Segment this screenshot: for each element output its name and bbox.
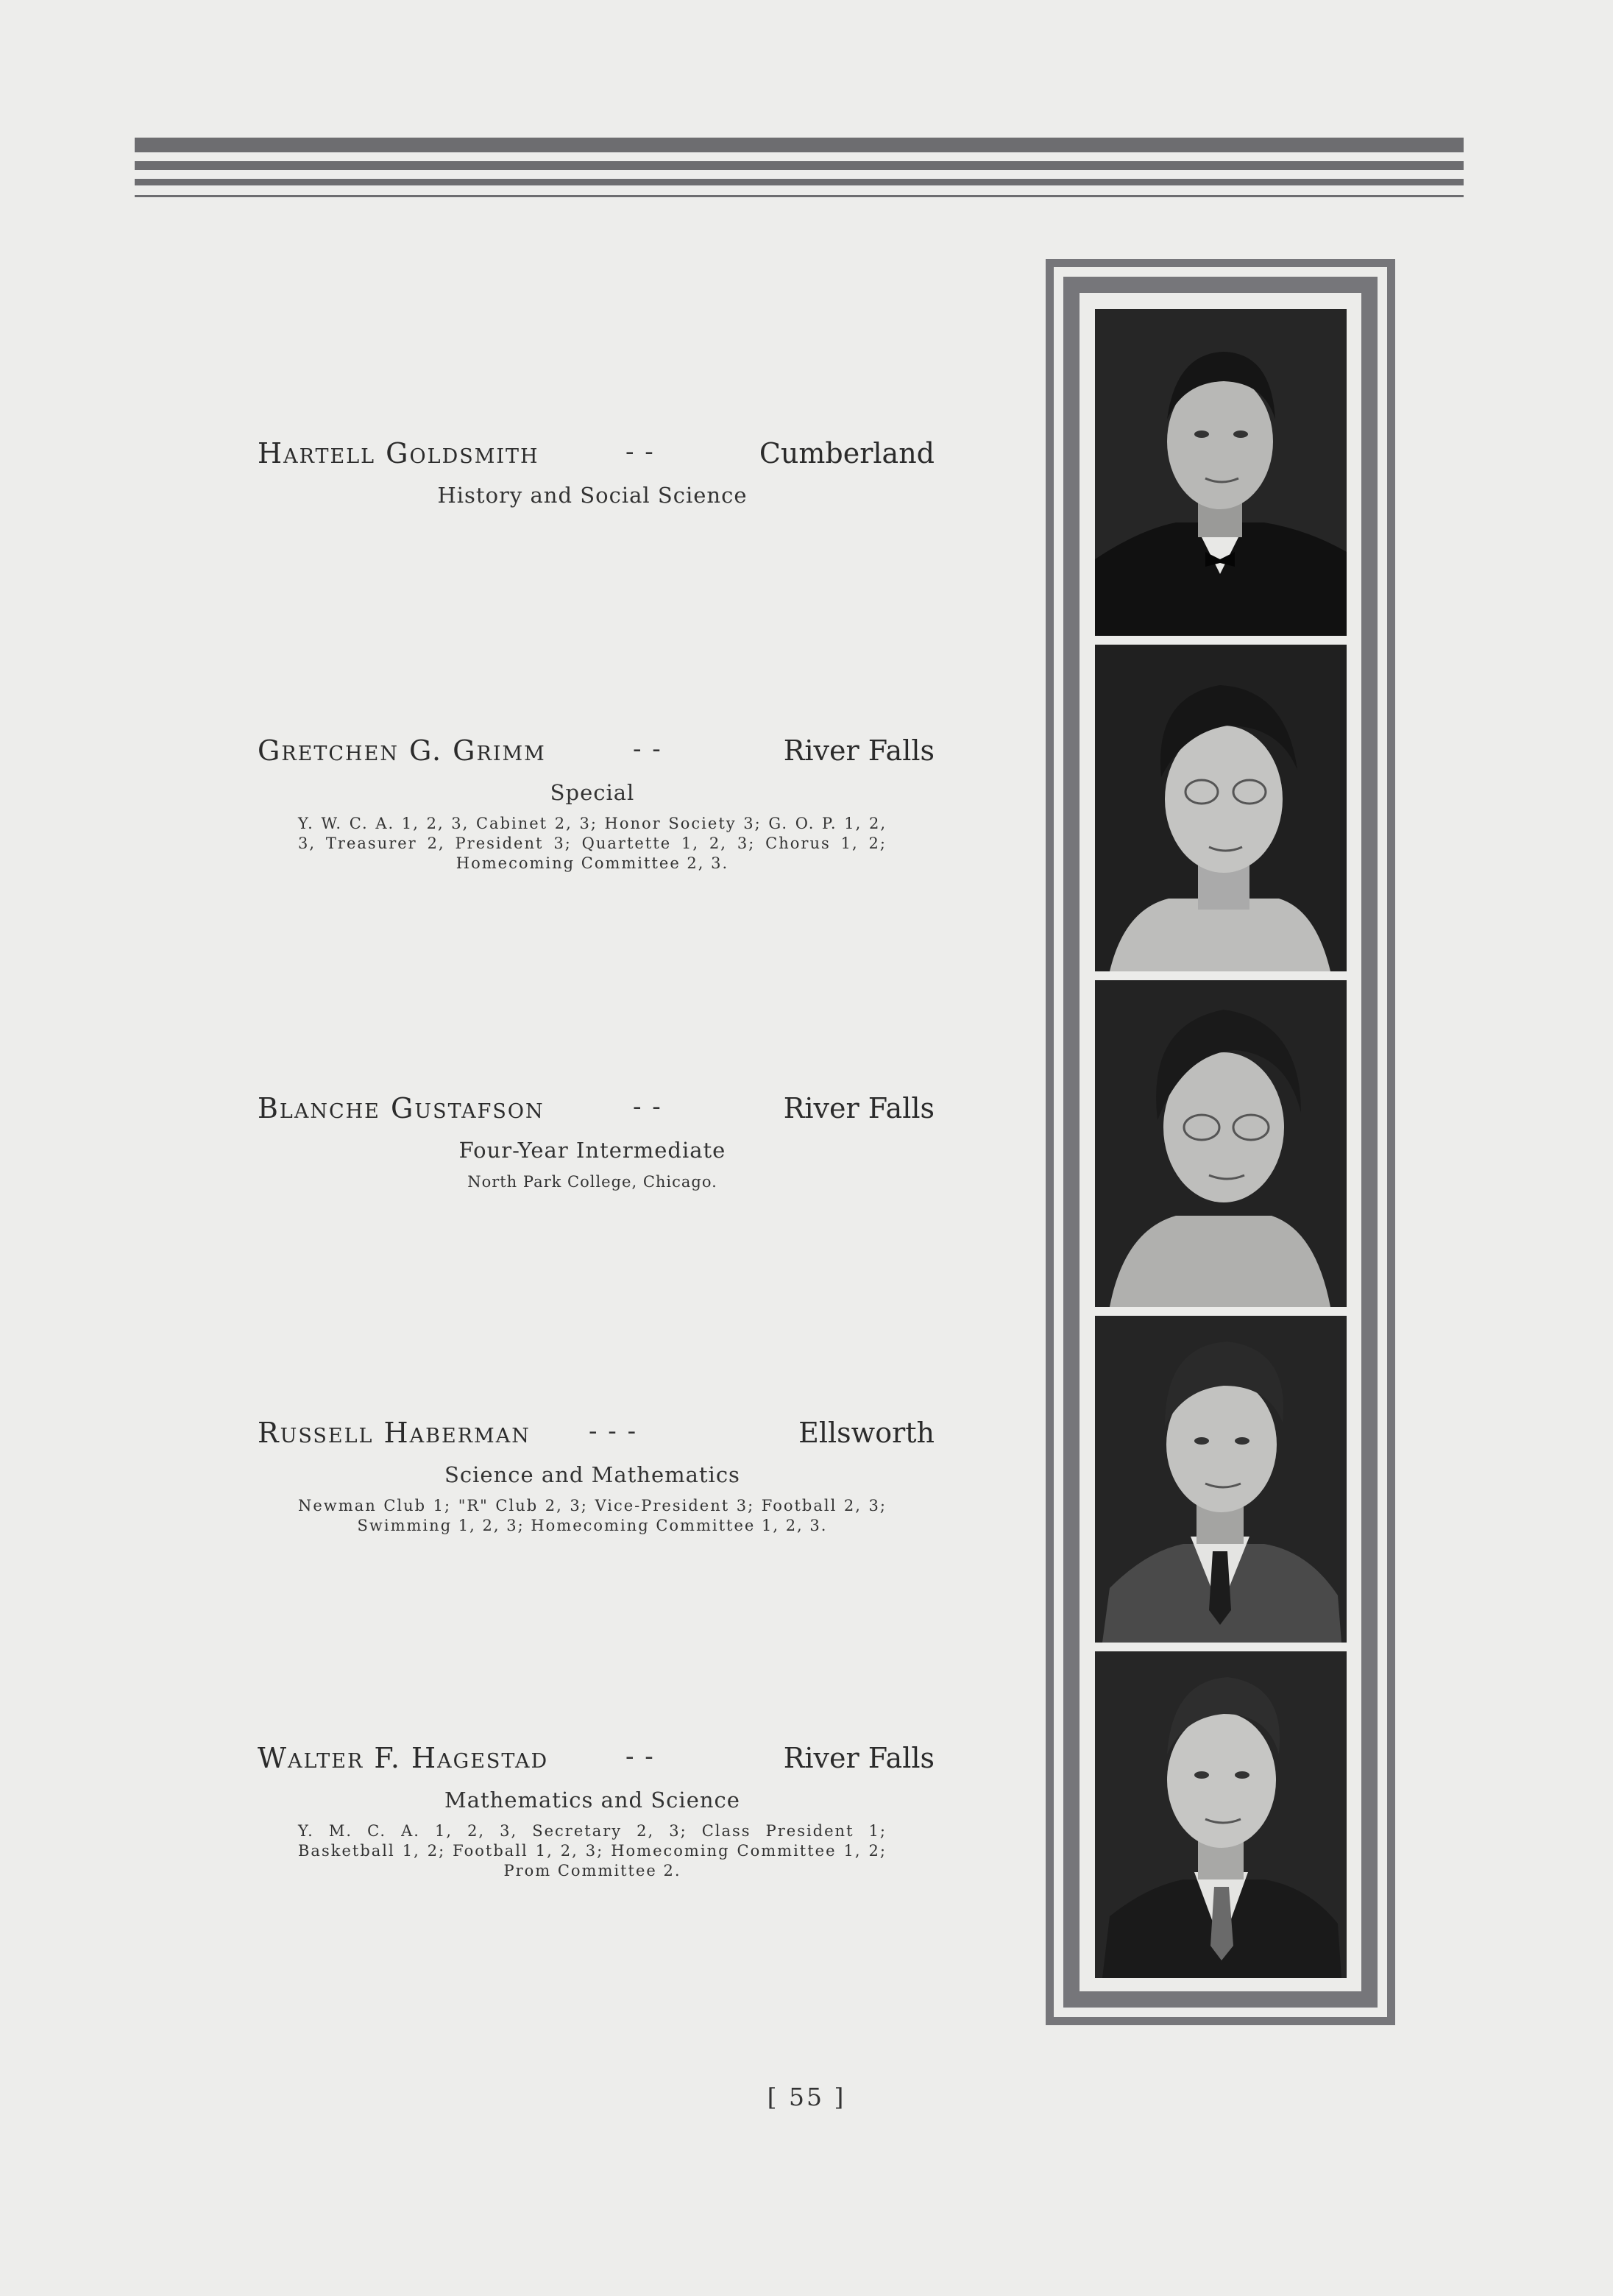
course-of-study: Special xyxy=(550,780,635,805)
entry-header xyxy=(250,1742,935,1786)
portrait-photo xyxy=(1095,980,1347,1307)
separator-dashes: - - xyxy=(633,1092,662,1122)
separator-dashes: - - xyxy=(625,1742,655,1771)
entry-header xyxy=(250,734,935,779)
hometown: Ellsworth xyxy=(798,1417,935,1449)
prior-school-note: North Park College, Chicago. xyxy=(467,1173,717,1191)
course-of-study: History and Social Science xyxy=(437,483,748,508)
senior-entry xyxy=(250,437,935,508)
activities-list: Newman Club 1; "R" Club 2, 3; Vice-President 3; Football 2, 3; Swimming 1, 2, 3; Homecoming Committee 1, 2, 3. xyxy=(298,1497,887,1534)
hometown: River Falls xyxy=(783,1092,935,1124)
hometown: Cumberland xyxy=(759,437,935,470)
page-number: [ 55 ] xyxy=(767,2083,846,2111)
portrait-photo xyxy=(1095,645,1347,971)
course-of-study: Four-Year Intermediate xyxy=(458,1138,726,1163)
course-of-study: Science and Mathematics xyxy=(444,1462,740,1487)
hometown: River Falls xyxy=(783,734,935,767)
top-rule xyxy=(135,138,1464,152)
student-name: Russell Haberman xyxy=(258,1417,531,1449)
entry-header xyxy=(250,1092,935,1136)
portrait-photo xyxy=(1095,1316,1347,1643)
top-rule xyxy=(135,179,1464,185)
senior-entry xyxy=(250,734,935,874)
separator-dashes: - - - xyxy=(589,1417,638,1446)
senior-entry xyxy=(250,1092,935,1191)
separator-dashes: - - xyxy=(633,734,662,764)
course-of-study: Mathematics and Science xyxy=(444,1787,740,1813)
hometown: River Falls xyxy=(783,1742,935,1774)
senior-entry xyxy=(250,1742,935,1881)
entry-header xyxy=(250,437,935,481)
student-name: Blanche Gustafson xyxy=(258,1092,545,1124)
separator-dashes: - - xyxy=(625,437,655,467)
portrait-photo xyxy=(1095,309,1347,636)
student-name: Walter F. Hagestad xyxy=(258,1742,549,1774)
entry-header xyxy=(250,1417,935,1461)
activities-list: Y. M. C. A. 1, 2, 3, Secretary 2, 3; Class President 1; Basketball 1, 2; Football 1, 2, 3; Homecoming Committee 1, 2; Prom Committee 2. xyxy=(298,1822,887,1879)
top-rule xyxy=(135,195,1464,197)
top-rule xyxy=(135,161,1464,170)
activities-list: Y. W. C. A. 1, 2, 3, Cabinet 2, 3; Honor Society 3; G. O. P. 1, 2, 3, Treasurer 2, President 3; Quartette 1, 2, 3; Chorus 1, 2; Homecoming Committee 2, 3. xyxy=(298,815,887,872)
student-name: Gretchen G. Grimm xyxy=(258,734,546,767)
portrait-photo xyxy=(1095,1651,1347,1978)
senior-entry xyxy=(250,1417,935,1536)
student-name: Hartell Goldsmith xyxy=(258,437,539,470)
